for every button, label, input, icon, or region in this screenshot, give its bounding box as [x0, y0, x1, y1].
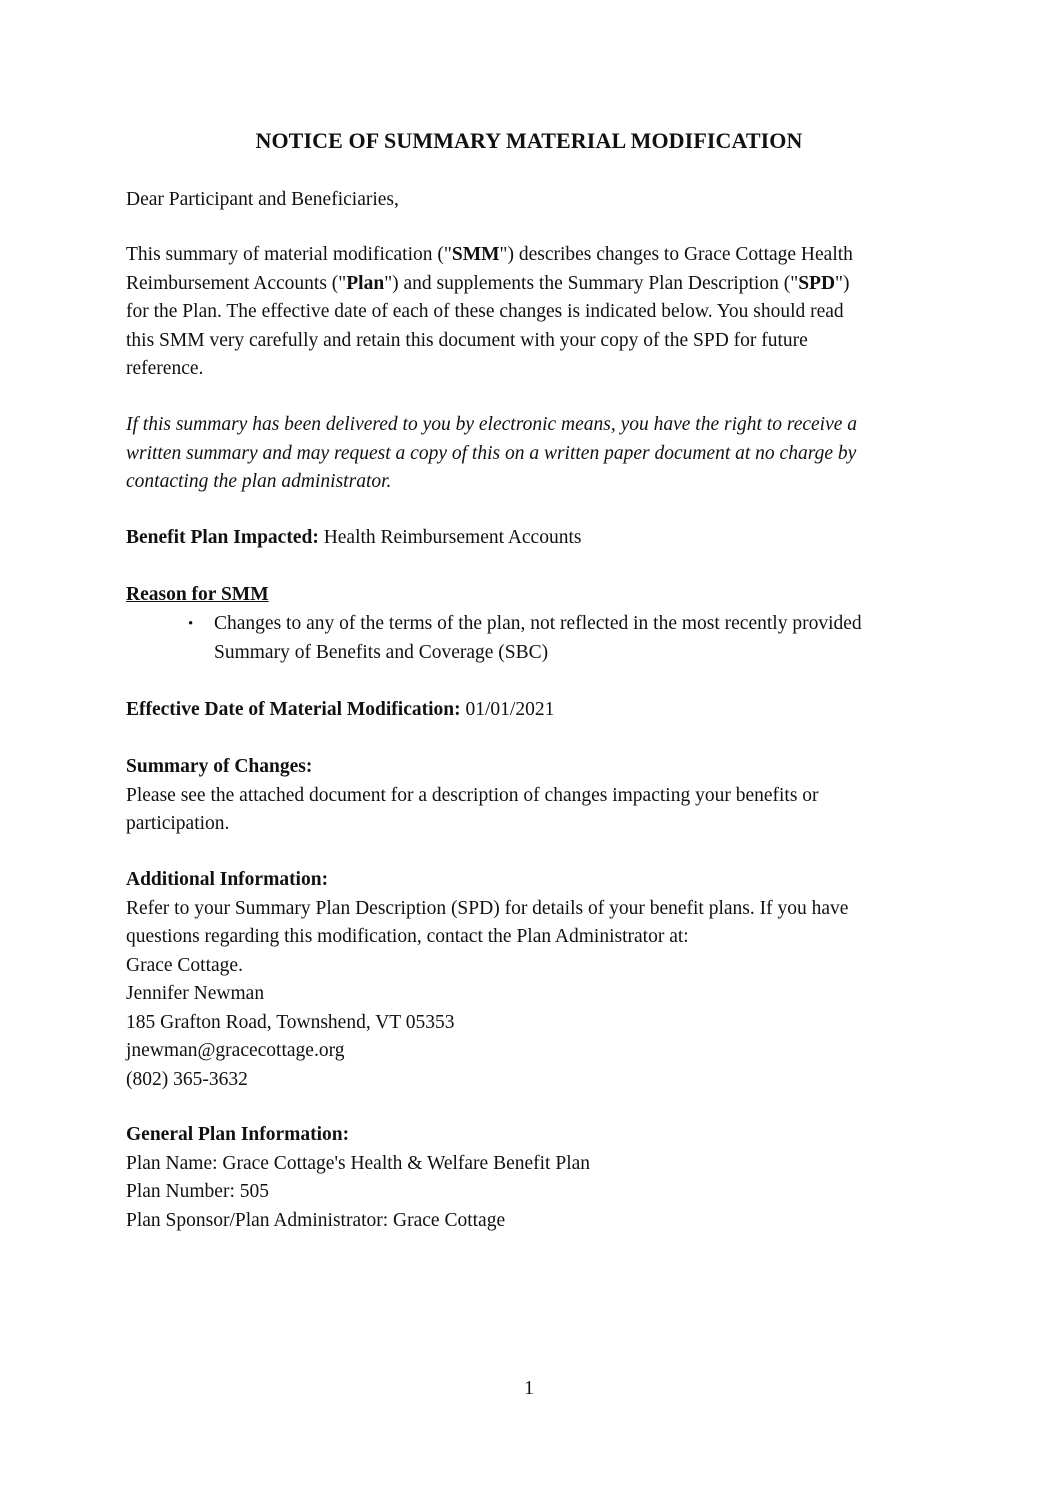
electronic-delivery-notice: [126, 411, 946, 497]
general-plan-information-section: [126, 1121, 946, 1235]
notice-line-3: contacting the plan administrator.: [126, 471, 392, 492]
additional-information-heading: Additional Information:: [126, 869, 329, 890]
notice-line-2: written summary and may request a copy of this on a written paper document at no charge by: [126, 442, 857, 464]
notice-line-1: If this summary has been delivered to you by electronic means, you have the right to receive a: [126, 414, 858, 435]
document-title: NOTICE OF SUMMARY MATERIAL MODIFICATION: [255, 128, 803, 153]
reason-line-2: Summary of Benefits and Coverage (SBC): [214, 641, 549, 663]
summary-of-changes-section: [126, 753, 946, 839]
additional-line-2: questions regarding this modification, contact the Plan Administrator at:: [126, 926, 689, 947]
greeting: Dear Participant and Beneficiaries,: [126, 189, 399, 210]
summary-of-changes-heading: Summary of Changes:: [126, 756, 313, 777]
intro-text: Reimbursement Accounts (": [126, 272, 347, 294]
intro-line-5: reference.: [126, 358, 204, 379]
plan-number: Plan Number: 505: [126, 1181, 269, 1202]
intro-term-spd: SPD: [798, 272, 836, 294]
intro-line-1: [126, 241, 946, 270]
summary-line-2: participation.: [126, 813, 230, 834]
additional-information-section: [126, 866, 946, 1094]
effective-date-value: 01/01/2021: [460, 699, 555, 720]
intro-term-plan: Plan: [346, 272, 385, 294]
intro-text: This summary of material modification (": [126, 244, 452, 265]
bullet-icon: •: [188, 616, 194, 632]
intro-line-2: [126, 270, 946, 299]
benefit-plan-label: Benefit Plan Impacted:: [126, 527, 319, 548]
reason-item-text: [214, 610, 954, 667]
intro-text: ") describes changes to Grace Cottage Health: [499, 244, 853, 265]
effective-date: [126, 696, 946, 725]
additional-line-1: Refer to your Summary Plan Description (SPD) for details of your benefit plans. If you have: [126, 897, 849, 919]
plan-name: Plan Name: Grace Cottage's Health & Welfare Benefit Plan: [126, 1152, 591, 1174]
contact-address: 185 Grafton Road, Townshend, VT 05353: [126, 1011, 455, 1033]
contact-phone: (802) 365-3632: [126, 1068, 248, 1090]
general-plan-information-heading: General Plan Information:: [126, 1124, 350, 1145]
contact-email: jnewman@gracecottage.org: [126, 1040, 345, 1061]
intro-text: ") and supplements the Summary Plan Description (": [384, 272, 799, 294]
summary-line-1: Please see the attached document for a description of changes impacting your benefits or: [126, 784, 819, 806]
intro-text: "): [835, 272, 850, 294]
page-number: 1: [524, 1378, 534, 1399]
reason-heading: Reason for SMM: [126, 584, 269, 605]
intro-paragraph: [126, 241, 946, 384]
benefit-plan-impacted: [126, 524, 946, 553]
contact-organization: Grace Cottage.: [126, 954, 243, 976]
intro-line-3: for the Plan. The effective date of each of these changes is indicated below. You should read: [126, 301, 844, 322]
plan-sponsor: Plan Sponsor/Plan Administrator: Grace Cottage: [126, 1209, 506, 1231]
benefit-plan-value: Health Reimbursement Accounts: [318, 527, 582, 548]
effective-date-label: Effective Date of Material Modification:: [126, 699, 461, 720]
contact-name: Jennifer Newman: [126, 983, 265, 1004]
reason-line-1: Changes to any of the terms of the plan, not reflected in the most recently provided: [214, 613, 862, 634]
intro-line-4: this SMM very carefully and retain this document with your copy of the SPD for future: [126, 329, 808, 351]
intro-term-smm: SMM: [451, 244, 500, 265]
